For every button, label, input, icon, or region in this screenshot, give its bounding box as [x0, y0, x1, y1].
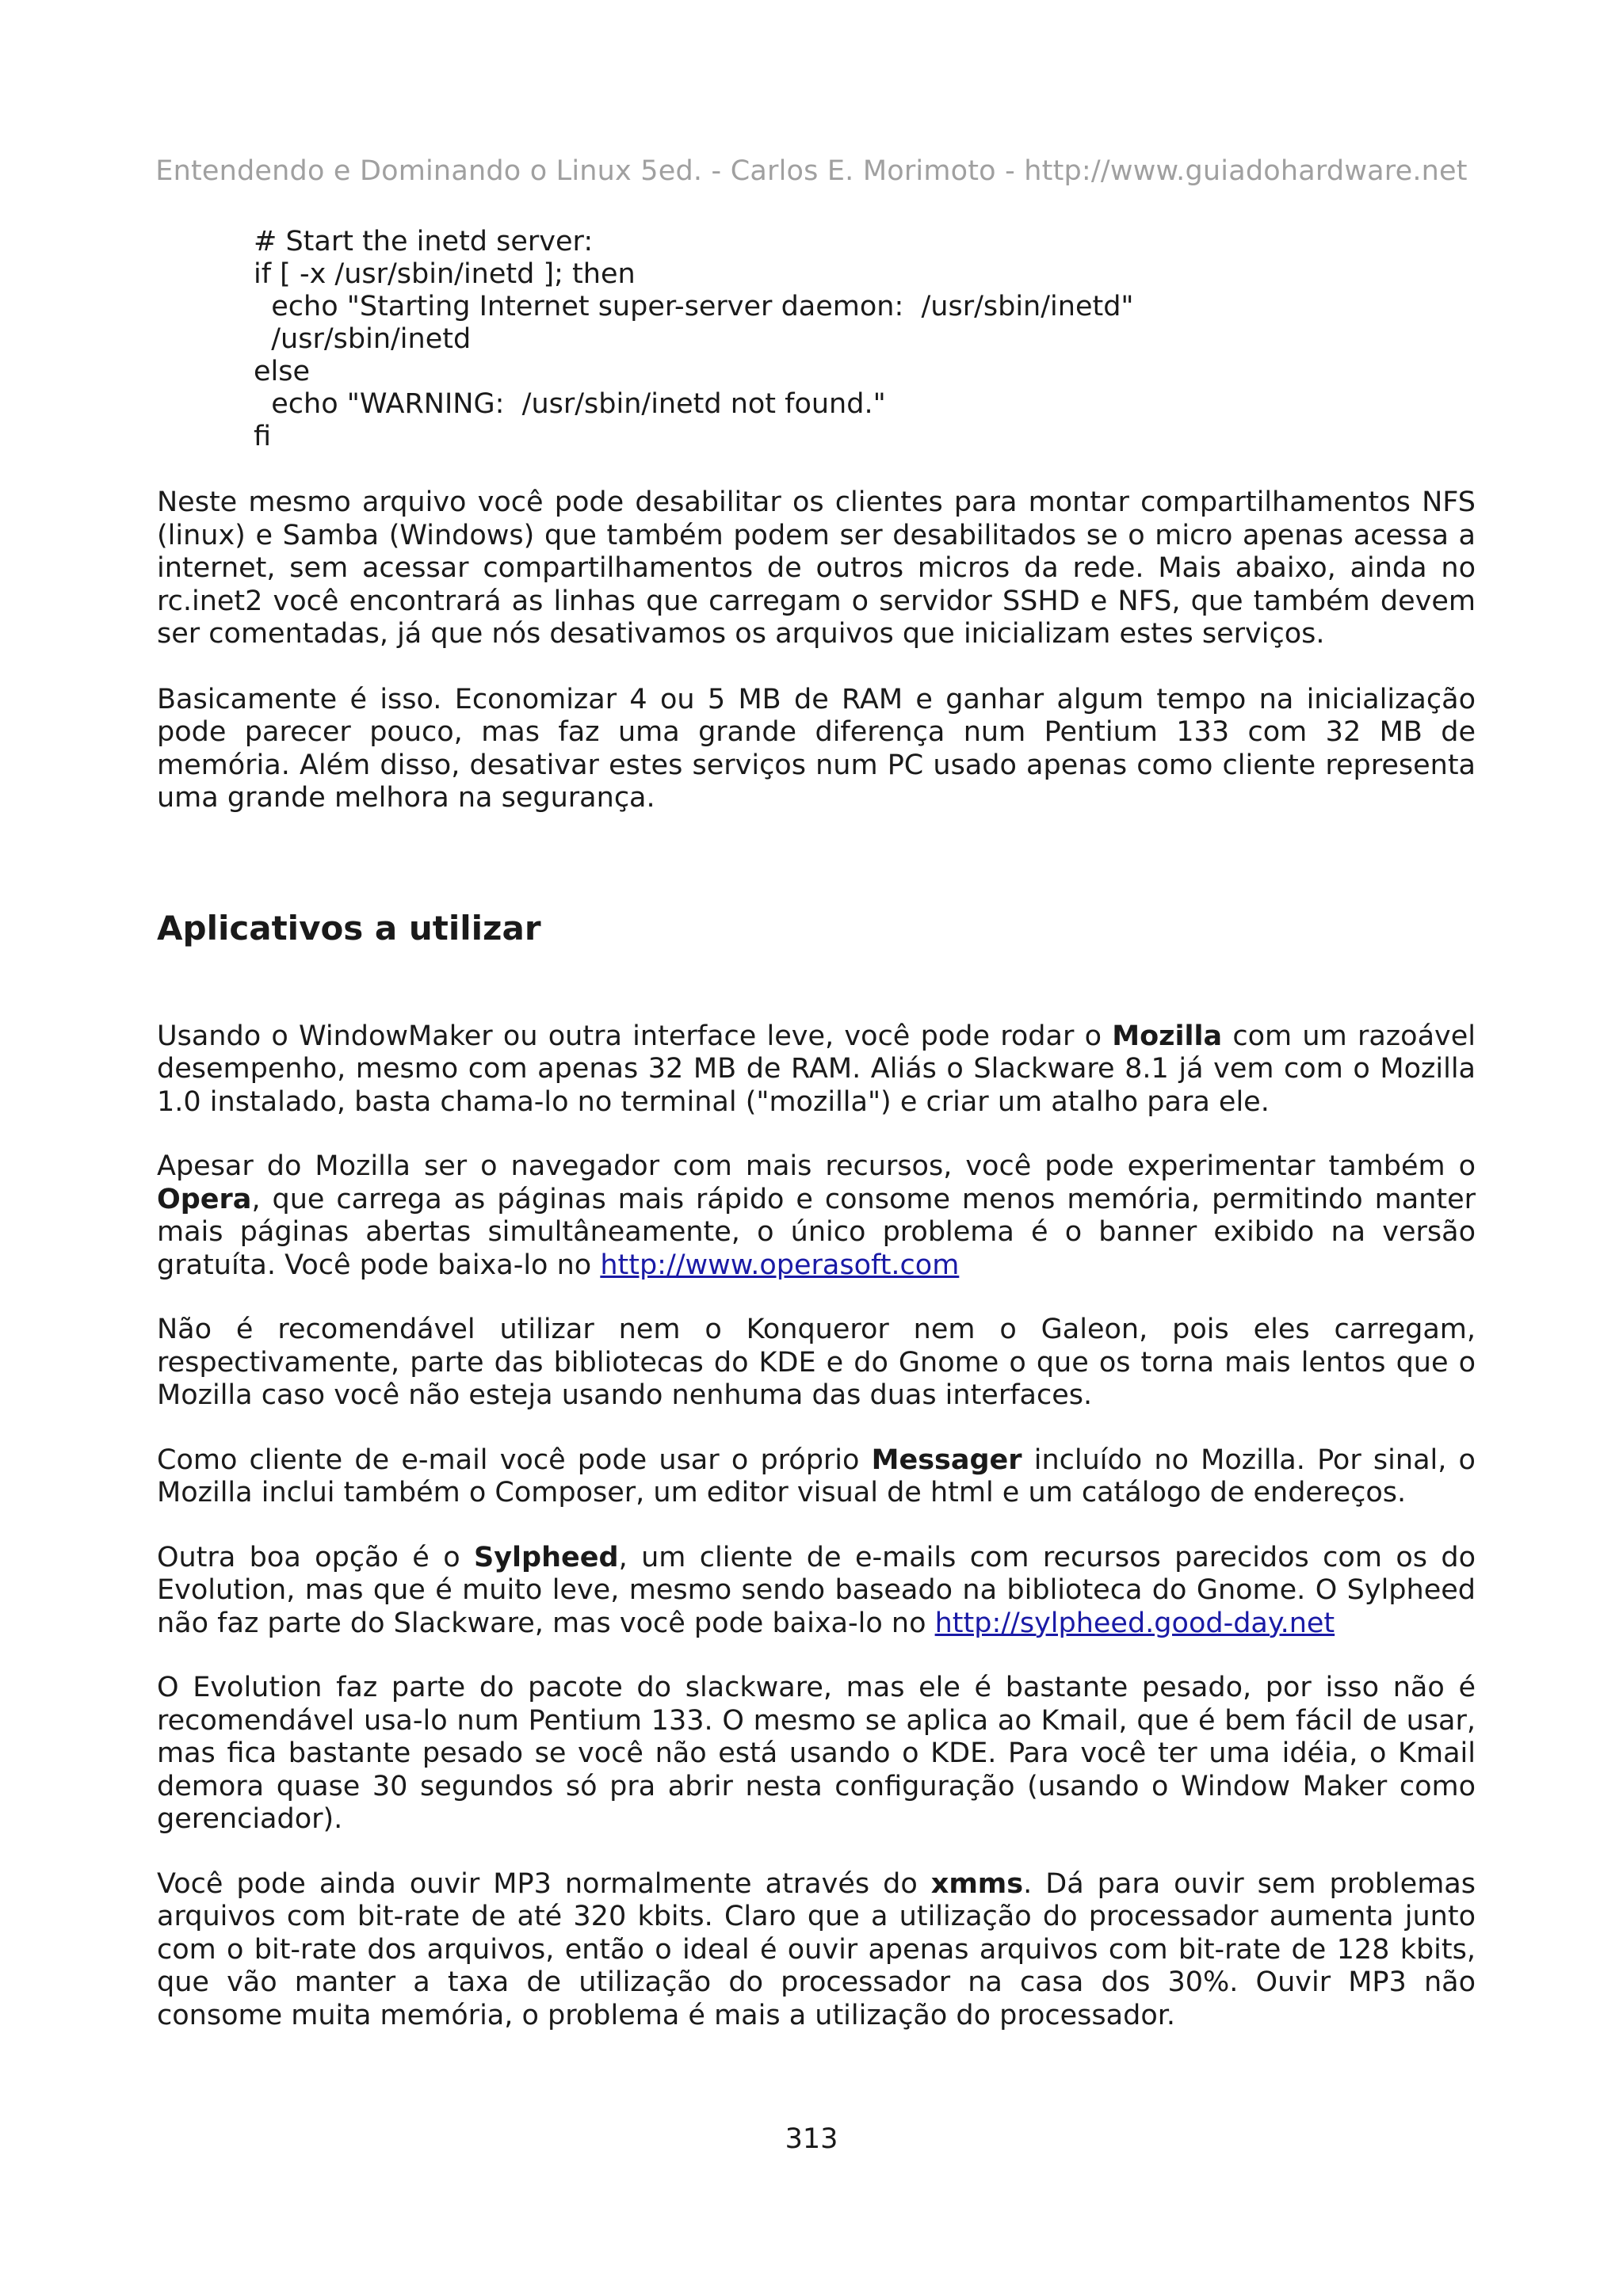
spacer [157, 948, 1476, 1020]
paragraph-xmms [157, 1868, 1476, 2033]
paragraph-evolution-kmail: O Evolution faz parte do pacote do slackware, mas ele é bastante pesado, por isso não é recomendável usa-lo num Pentium 133. O mesmo se aplica ao Kmail, que é bem fácil de usar, mas fica bastante pesado se você não está usando o KDE. Para você ter uma idéia, o Kmail demora quase 30 segundos só pra abrir nesta configuração (usando o Window Maker como gerenciador). [157, 1672, 1476, 1835]
bold-term-xmms: xmms [930, 1867, 1024, 1900]
page-number: 313 [785, 2123, 838, 2155]
paragraph-summary: Basicamente é isso. Economizar 4 ou 5 MB de RAM e ganhar algum tempo na inicialização pode parecer pouco, mas faz uma grande diferença num Pentium 133 com 32 MB de memória. Além disso, desativar estes serviços num PC usado apenas como cliente representa uma grande melhora na segurança. [157, 683, 1476, 814]
page-content [157, 226, 1476, 2032]
code-line: /usr/sbin/inetd [254, 323, 472, 355]
spacer [157, 1510, 1476, 1542]
text-run: Como cliente de e-mail você pode usar o próprio [157, 1444, 872, 1476]
bold-term-opera: Opera [157, 1183, 252, 1215]
spacer [157, 1640, 1476, 1672]
paragraph-sylpheed [157, 1542, 1476, 1641]
text-run: Você pode ainda ouvir MP3 normalmente através do [157, 1867, 931, 1900]
spacer [157, 651, 1476, 684]
text-run: , que carrega as páginas mais rápido e consome menos memória, permitindo manter mais páginas abertas simultâneamente, o único problema é o banner exibido na versão gratuíta. Você pode baixa-lo no [157, 1183, 1476, 1281]
link-sylpheed[interactable]: http://sylpheed.good-day.net [934, 1607, 1335, 1639]
spacer [157, 1282, 1476, 1314]
text-run: . Dá para ouvir sem problemas arquivos com bit-rate de até 320 kbits. Claro que a utilização do processador aumenta junto com o bit-rate dos arquivos, então o ideal é ouvir apenas arquivos com bit-rate de 128 kbits, que vão manter a taxa de utilização do processador na casa dos 30%. Ouvir MP3 não consome muita memória, o problema é mais a utilização do processador. [157, 1867, 1476, 2031]
code-line: fi [254, 421, 272, 452]
code-line: # Start the inetd server: [254, 226, 594, 257]
spacer [157, 1119, 1476, 1150]
text-run: incluído no Mozilla. Por sinal, o Mozilla inclui também o Composer, um editor visual de html e um catálogo de endereços. [157, 1444, 1476, 1508]
text-run: Outra boa opção é o [157, 1541, 475, 1573]
code-line: echo "Starting Internet super-server daemon: /usr/sbin/inetd" [254, 291, 1134, 322]
text-run: , um cliente de e-mails com recursos parecidos com os do Evolution, mas que é muito leve, mesmo sendo baseado na biblioteca do Gnome. O Sylpheed não faz parte do Slackware, mas você pode baixa-lo no [157, 1541, 1476, 1639]
paragraph-nfs-samba: Neste mesmo arquivo você pode desabilitar os clientes para montar compartilhamentos NFS (linux) e Samba (Windows) que também podem ser desabilitados se o micro apenas acessa a internet, sem acessar compartilhamentos de outros micros da rede. Mais abaixo, ainda no rc.inet2 você encontrará as linhas que carregam o servidor SSHD e NFS, que também devem ser comentadas, já que nós desativamos os arquivos que inicializam estes serviços. [157, 486, 1476, 650]
text-run: com um razoável desempenho, mesmo com apenas 32 MB de RAM. Aliás o Slackware 8.1 já vem com o Mozilla 1.0 instalado, basta chama-lo no terminal ("mozilla") e criar um atalho para ele. [157, 1020, 1476, 1118]
spacer [157, 1413, 1476, 1444]
paragraph-konqueror-galeon: Não é recomendável utilizar nem o Konqueror nem o Galeon, pois eles carregam, respectivamente, parte das bibliotecas do KDE e do Gnome o que os torna mais lentos que o Mozilla caso você não esteja usando nenhuma das duas interfaces. [157, 1314, 1476, 1411]
running-header: Entendendo e Dominando o Linux 5ed. - Carlos E. Morimoto - http://www.guiadohardware.net [155, 155, 1468, 187]
bold-term-mozilla: Mozilla [1112, 1020, 1223, 1052]
code-block [254, 226, 1476, 453]
spacer [157, 815, 1476, 909]
paragraph-messager [157, 1444, 1476, 1510]
section-heading: Aplicativos a utilizar [157, 908, 541, 948]
link-operasoft[interactable]: http://www.operasoft.com [600, 1249, 960, 1281]
bold-term-messager: Messager [871, 1444, 1022, 1476]
bold-term-sylpheed: Sylpheed [474, 1541, 619, 1573]
text-run: Apesar do Mozilla ser o navegador com mais recursos, você pode experimentar também o [157, 1150, 1476, 1182]
paragraph-opera [157, 1150, 1476, 1282]
spacer [157, 453, 1476, 486]
paragraph-mozilla [157, 1020, 1476, 1119]
spacer [157, 1836, 1476, 1868]
code-line: if [ -x /usr/sbin/inetd ]; then [254, 258, 636, 290]
code-line: else [254, 356, 311, 387]
code-line: echo "WARNING: /usr/sbin/inetd not found." [254, 388, 886, 420]
text-run: Usando o WindowMaker ou outra interface leve, você pode rodar o [157, 1020, 1113, 1052]
